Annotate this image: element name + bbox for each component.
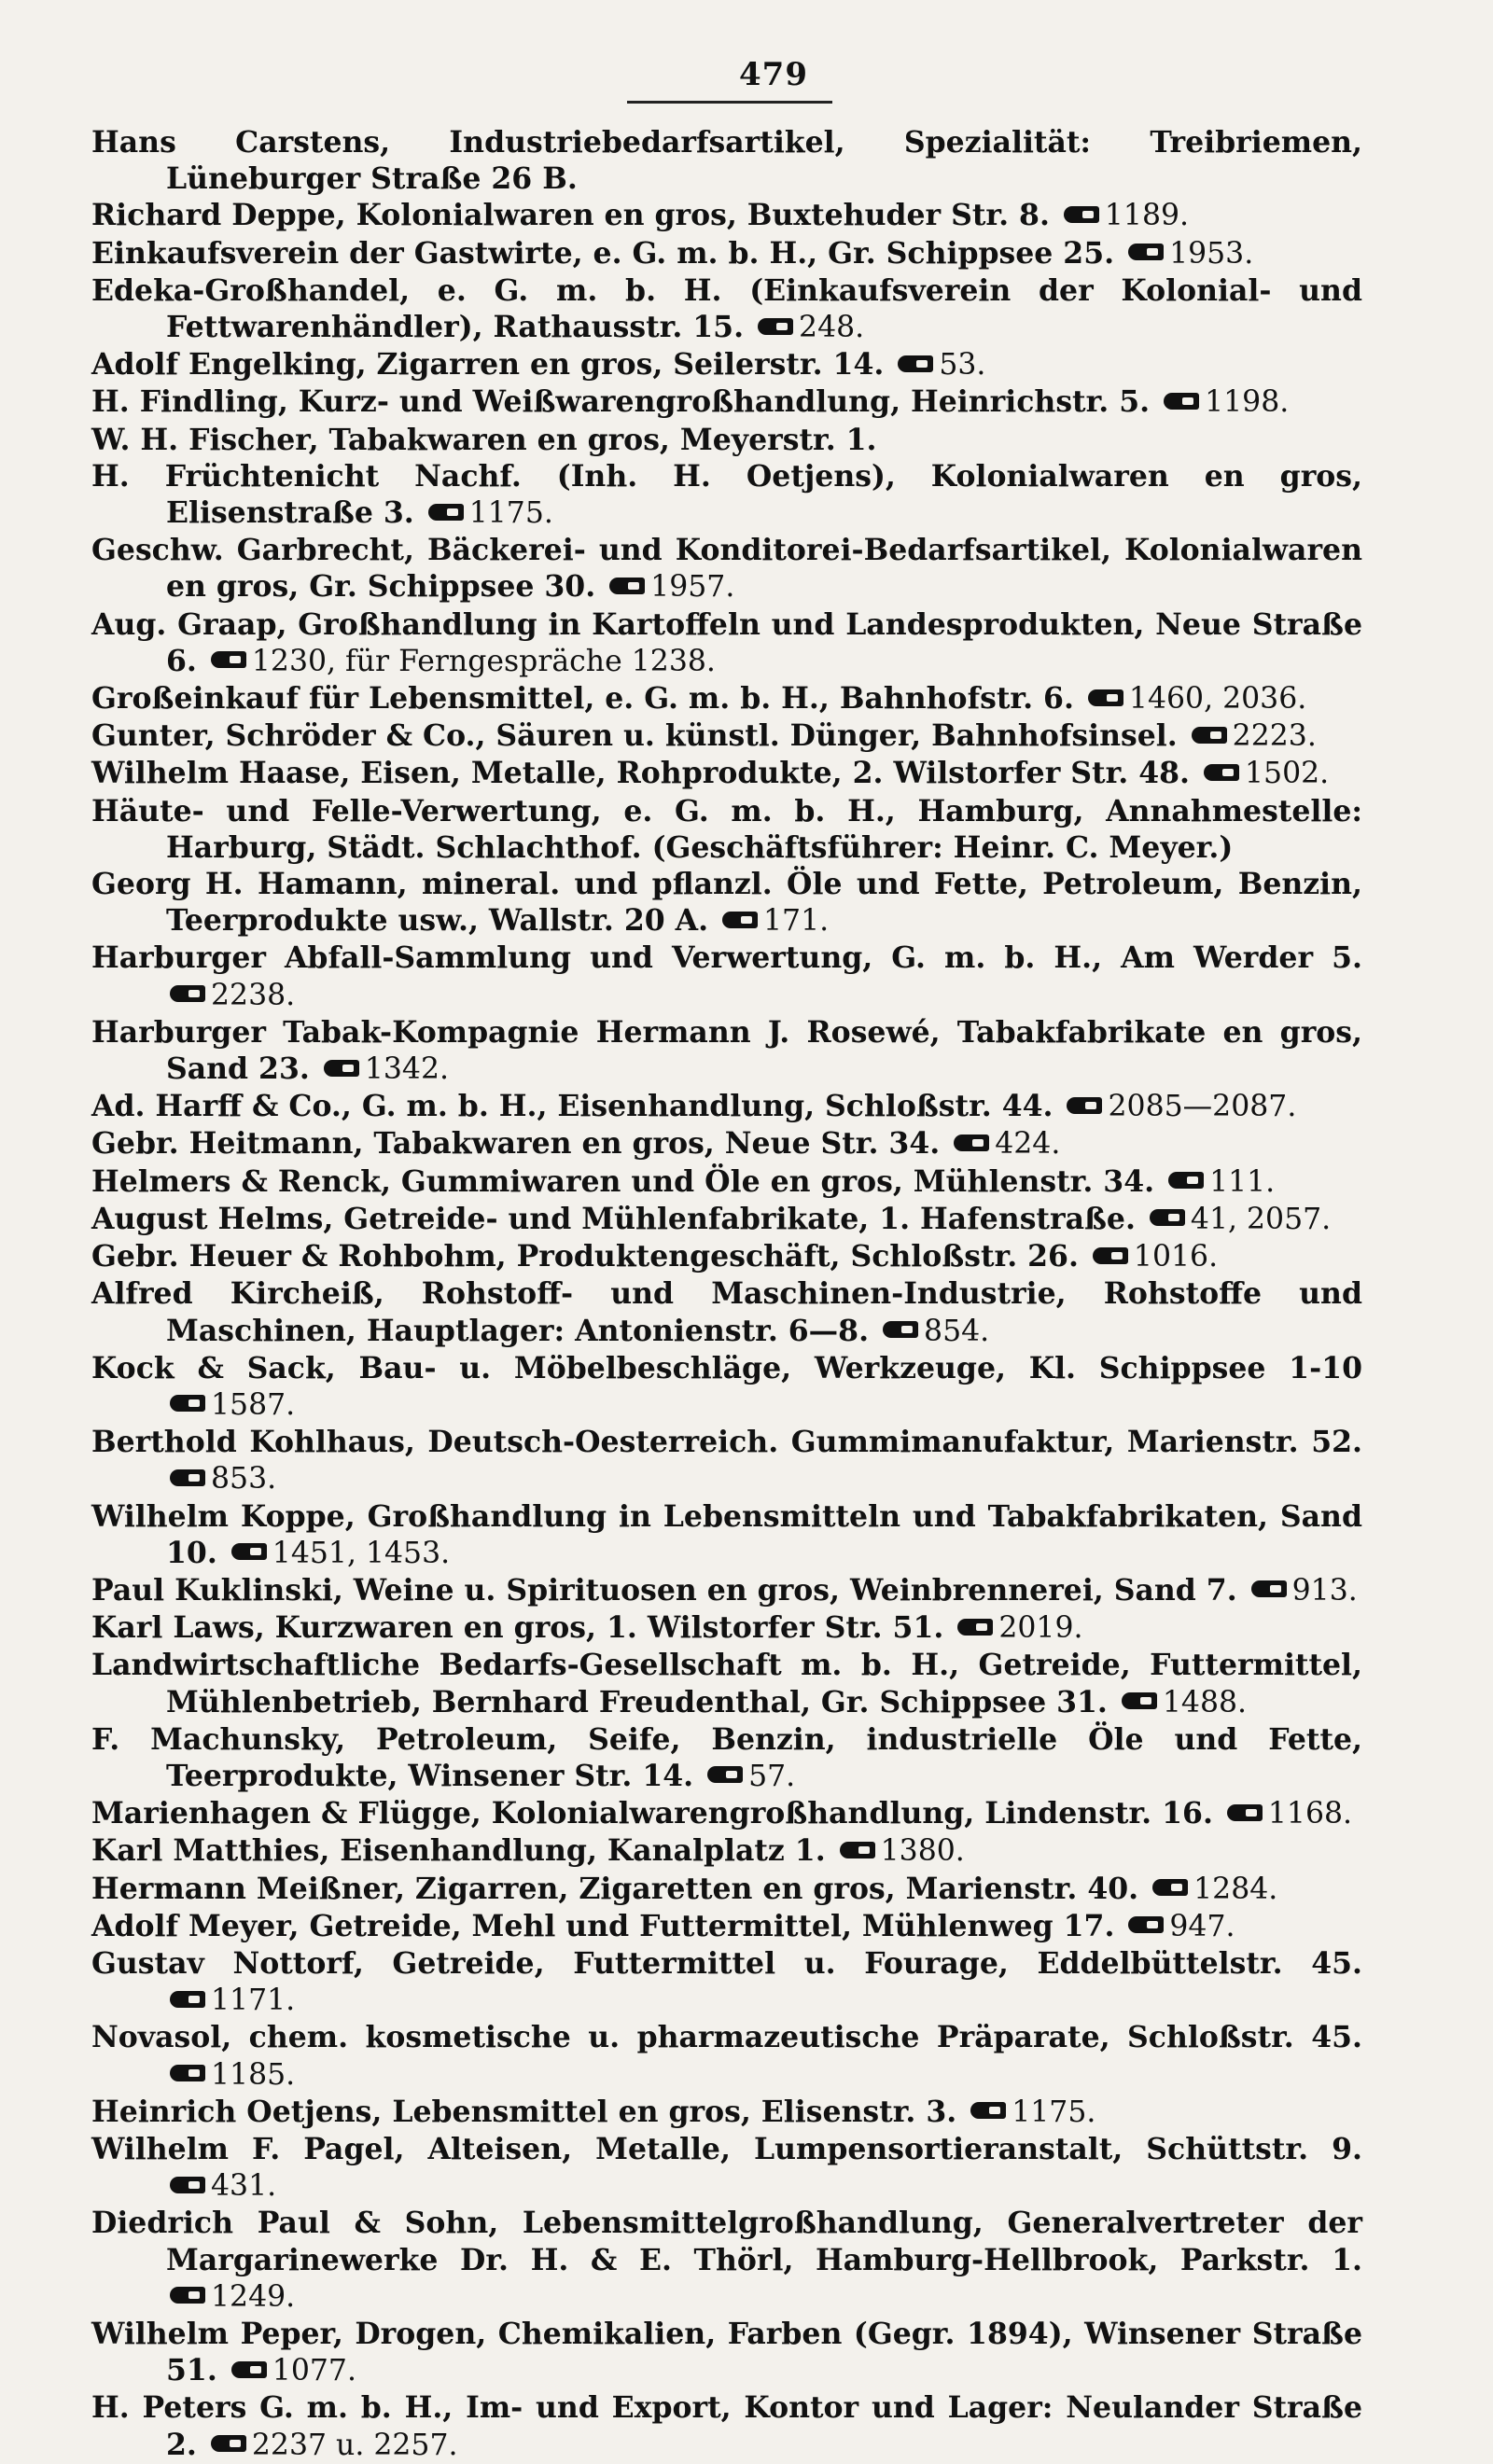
entry-phone: 1380. [880, 1834, 965, 1869]
entry-phone: 913. [1291, 1573, 1358, 1608]
phone-number-group [1084, 681, 1306, 716]
telephone-icon [1152, 1879, 1188, 1896]
entry-phone: 1168. [1267, 1797, 1353, 1831]
entry-phone: 2237 u. 2257. [251, 2428, 458, 2462]
entry-phone: 1953. [1169, 236, 1254, 271]
telephone-icon [1168, 1172, 1204, 1189]
directory-entry [91, 1498, 1362, 1572]
telephone-icon [170, 2177, 205, 2193]
phone-number-group [879, 1314, 989, 1348]
entry-text: Gebr. Heitmann, Tabakwaren en gros, Neue Str. 34. [91, 1126, 941, 1162]
entry-text: H. Peters G. m. b. H., Im- und Export, Kontor und Lager: Neulander Straße 2. [91, 2390, 1362, 2462]
entry-text: Gustav Nottorf, Getreide, Futtermittel u. Fourage, Eddelbüttelstr. 45. [91, 1945, 1362, 1981]
directory-entries [91, 124, 1362, 2464]
entry-phone: 2223. [1232, 719, 1317, 754]
telephone-icon [609, 578, 645, 594]
phone-number-group [207, 2428, 458, 2462]
phone-number-group [754, 310, 864, 344]
telephone-icon [1064, 206, 1099, 223]
directory-entry [91, 2094, 1362, 2131]
entry-text: Adolf Meyer, Getreide, Mehl und Futtermittel, Mühlenweg 17. [91, 1908, 1115, 1943]
directory-entry [91, 1832, 1362, 1870]
phone-number-group [704, 1759, 795, 1793]
telephone-icon [1128, 244, 1164, 260]
entry-text: H. Früchtenicht Nachf. (Inh. H. Oetjens), Kolonialwaren en gros, Elisenstraße 3. [91, 458, 1362, 531]
phone-number-group [1089, 1239, 1218, 1274]
directory-entry [91, 235, 1362, 272]
directory-entry [91, 1201, 1362, 1238]
phone-number-group [425, 495, 553, 530]
entry-text: Harburger Abfall-Sammlung und Verwertung, G. m. b. H., Am Werder 5. [91, 940, 1362, 976]
directory-entry [91, 1350, 1362, 1424]
directory-entry [91, 1238, 1362, 1275]
directory-entry [91, 793, 1362, 866]
entry-text: Kock & Sack, Bau- u. Möbelbeschläge, Werkzeuge, Kl. Schippsee 1-10 [91, 1350, 1362, 1385]
entry-text: Wilhelm F. Pagel, Alteisen, Metalle, Lumpensortieranstalt, Schüttstr. 9. [91, 2131, 1362, 2166]
entry-text: W. H. Fischer, Tabakwaren en gros, Meyerstr. 1. [91, 422, 877, 457]
entry-text: Hans Carstens, Industriebedarfsartikel, Spezialität: Treibriemen, Lüneburger Straße 26 B. [91, 125, 1362, 197]
telephone-icon [1128, 1916, 1164, 1933]
entry-text: Hermann Meißner, Zigarren, Zigaretten en gros, Marienstr. 40. [91, 1871, 1139, 1906]
telephone-icon [898, 355, 933, 372]
directory-entry [91, 2389, 1362, 2463]
directory-entry [91, 1163, 1362, 1201]
phone-number-group [1160, 384, 1289, 419]
entry-phone: 248. [799, 311, 865, 345]
entry-text: H. Findling, Kurz- und Weißwarengroßhandlung, Heinrichstr. 5. [91, 384, 1151, 420]
directory-entry [91, 1871, 1362, 1908]
entry-text: Geschw. Garbrecht, Bäckerei- und Konditorei-Bedarfsartikel, Kolonialwaren en gros, Gr. Schippsee 30. [91, 533, 1362, 605]
telephone-icon [970, 2102, 1006, 2119]
entry-phone: 2019. [998, 1611, 1083, 1646]
telephone-icon [1093, 1247, 1128, 1264]
phone-number-group [954, 1610, 1082, 1645]
telephone-icon [1204, 764, 1239, 781]
entry-text: Harburger Tabak-Kompagnie Hermann J. Rosewé, Tabakfabrikate en gros, Sand 23. [91, 1014, 1362, 1087]
entry-text: Ad. Harff & Co., G. m. b. H., Eisenhandlung, Schloßstr. 44. [91, 1089, 1053, 1124]
phone-number-group [894, 347, 985, 382]
phone-number-group [320, 1051, 449, 1086]
entry-text: Novasol, chem. kosmetische u. pharmazeutische Präparate, Schloßstr. 45. [91, 2020, 1362, 2055]
entry-phone: 1185. [211, 2057, 296, 2092]
phone-number-group [1223, 1796, 1352, 1831]
directory-entry [91, 2205, 1362, 2316]
telephone-icon [211, 2435, 246, 2452]
phone-number-group [166, 2279, 295, 2314]
phone-number-group [207, 644, 716, 678]
telephone-icon [1227, 1804, 1263, 1821]
directory-entry [91, 1275, 1362, 1349]
entry-text: Wilhelm Haase, Eisen, Metalle, Rohprodukte, 2. Wilstorfer Str. 48. [91, 756, 1191, 791]
phone-number-group [1188, 718, 1317, 753]
entry-phone: 854. [924, 1314, 990, 1348]
entry-text: August Helms, Getreide- und Mühlenfabrikate, 1. Hafenstraße. [91, 1201, 1136, 1236]
telephone-icon [1150, 1209, 1185, 1226]
entry-phone: 1957. [650, 570, 735, 605]
telephone-icon [231, 2361, 267, 2378]
phone-number-group [967, 2095, 1095, 2129]
entry-phone: 1077. [272, 2354, 356, 2388]
directory-entry [91, 755, 1362, 792]
page-number: 479 [739, 56, 808, 93]
phone-number-group [166, 978, 295, 1012]
phone-number-group [1063, 1089, 1296, 1123]
entry-phone: 2238. [211, 978, 296, 1012]
directory-entry [91, 422, 1362, 458]
directory-entry [91, 532, 1362, 606]
directory-entry [91, 124, 1362, 197]
entry-text: Wilhelm Koppe, Großhandlung in Lebensmitteln und Tabakfabrikaten, Sand 10. [91, 1498, 1362, 1570]
phone-number-group [166, 2057, 295, 2092]
entry-text: Landwirtschaftliche Bedarfs-Gesellschaft m. b. H., Getreide, Futtermittel, Mühlenbetrieb, Bernhard Freudenthal, Gr. Schippsee 31. [91, 1648, 1362, 1719]
telephone-icon [170, 2287, 205, 2304]
directory-entry [91, 1647, 1362, 1720]
entry-text: Helmers & Renck, Gummiwaren und Öle en gros, Mühlenstr. 34. [91, 1163, 1155, 1199]
phone-number-group [719, 903, 829, 938]
entry-phone: 853. [211, 1462, 277, 1496]
entry-text: Richard Deppe, Kolonialwaren en gros, Buxtehuder Str. 8. [91, 198, 1050, 233]
entry-text: Heinrich Oetjens, Lebensmittel en gros, Elisenstr. 3. [91, 2094, 957, 2129]
telephone-icon [954, 1135, 989, 1151]
directory-entry [91, 1088, 1362, 1125]
entry-phone: 1284. [1193, 1872, 1278, 1906]
directory-entry [91, 606, 1362, 680]
telephone-icon [428, 504, 464, 521]
entry-phone: 1249. [211, 2279, 296, 2314]
phone-number-group [166, 1387, 295, 1422]
directory-entry [91, 383, 1362, 421]
entry-text: Adolf Engelking, Zigarren en gros, Seilerstr. 14. [91, 347, 885, 383]
directory-entry [91, 2131, 1362, 2205]
directory-entry [91, 1609, 1362, 1647]
phone-number-group [950, 1126, 1060, 1161]
phone-number-group [228, 1536, 450, 1570]
directory-entry [91, 458, 1362, 532]
telephone-icon [170, 1991, 205, 2008]
entry-phone: 947. [1169, 1909, 1235, 1943]
phone-number-group [166, 1461, 276, 1496]
entry-phone: 1451, 1453. [272, 1536, 451, 1570]
phone-number-group [606, 569, 734, 604]
entry-text: Karl Matthies, Eisenhandlung, Kanalplatz 1. [91, 1833, 826, 1869]
telephone-icon [840, 1842, 875, 1858]
telephone-icon [1164, 393, 1199, 410]
telephone-icon [1122, 1692, 1157, 1709]
directory-entry [91, 2019, 1362, 2093]
directory-entry [91, 272, 1362, 346]
directory-entry [91, 940, 1362, 1013]
directory-entry [91, 346, 1362, 383]
phone-number-group [1248, 1573, 1358, 1608]
telephone-icon [324, 1060, 359, 1077]
phone-number-group [1149, 1872, 1277, 1906]
telephone-icon [707, 1766, 743, 1783]
directory-entry [91, 1572, 1362, 1609]
directory-entry [91, 2316, 1362, 2389]
phone-number-group [836, 1833, 965, 1868]
phone-number-group [166, 2168, 276, 2203]
entry-phone: 1460, 2036. [1128, 682, 1307, 717]
directory-entry [91, 1424, 1362, 1497]
entry-text: Diedrich Paul & Sohn, Lebensmittelgroßhandlung, Generalvertreter der Margarinewerke Dr. H. & E. Thörl, Hamburg-Hellbrook, Parkstr. 1. [91, 2206, 1362, 2277]
directory-entry [91, 1908, 1362, 1945]
phone-number-group [1200, 756, 1329, 790]
telephone-icon [231, 1543, 267, 1560]
telephone-icon [211, 651, 246, 668]
entry-phone: 2085—2087. [1108, 1090, 1297, 1124]
entry-phone: 171. [763, 904, 830, 939]
telephone-icon [1251, 1580, 1287, 1597]
entry-phone: 1488. [1162, 1685, 1248, 1719]
entry-text: Gebr. Heuer & Rohbohm, Produktengeschäft, Schloßstr. 26. [91, 1239, 1079, 1274]
phone-number-group [1165, 1164, 1275, 1199]
telephone-icon [170, 1395, 205, 1412]
telephone-icon [170, 985, 205, 1002]
entry-text: Häute- und Felle-Verwertung, e. G. m. b. H., Hamburg, Annahmestelle: Harburg, Städt. Schlachthof. (Geschäftsführer: Heinr. C. Meyer.) [91, 793, 1362, 865]
entry-phone: 41, 2057. [1190, 1202, 1332, 1236]
directory-entry [91, 1795, 1362, 1832]
entry-phone: 1171. [211, 1984, 296, 2018]
phone-number-group [1118, 1685, 1247, 1719]
entry-phone: 431. [211, 2169, 277, 2204]
directory-entry [91, 1945, 1362, 2019]
entry-phone: 57. [748, 1759, 796, 1793]
entry-text: Paul Kuklinski, Weine u. Spirituosen en gros, Weinbrennerei, Sand 7. [91, 1572, 1237, 1608]
entry-phone: 111. [1209, 1164, 1276, 1199]
entry-text: F. Machunsky, Petroleum, Seife, Benzin, industrielle Öle und Fette, Teerprodukte, Winsener Str. 14. [91, 1721, 1362, 1793]
entry-text: Einkaufsverein der Gastwirte, e. G. m. b. H., Gr. Schippsee 25. [91, 235, 1115, 271]
entry-text: Marienhagen & Flügge, Kolonialwarengroßhandlung, Lindenstr. 16. [91, 1796, 1213, 1831]
entry-phone: 1342. [364, 1052, 450, 1087]
entry-phone: 1587. [211, 1387, 296, 1422]
entry-text: Georg H. Hamann, mineral. und pflanzl. Öle und Fette, Petroleum, Benzin, Teerprodukte usw., Wallstr. 20 A. [91, 867, 1362, 939]
entry-text: Edeka-Großhandel, e. G. m. b. H. (Einkaufsverein der Kolonial- und Fettwarenhändler), Rathausstr. 15. [91, 272, 1362, 345]
entry-text: Berthold Kohlhaus, Deutsch-Oesterreich. Gummimanufaktur, Marienstr. 52. [91, 1425, 1362, 1460]
entry-text: Großeinkauf für Lebensmittel, e. G. m. b. H., Bahnhofstr. 6. [91, 681, 1074, 717]
phone-number-group [1124, 1909, 1235, 1943]
phone-number-group [1060, 198, 1189, 232]
telephone-icon [722, 912, 758, 928]
entry-phone: 53. [939, 348, 986, 383]
telephone-icon [170, 1469, 205, 1486]
telephone-icon [1088, 689, 1123, 706]
entry-phone: 1189. [1104, 199, 1190, 233]
telephone-icon [1067, 1097, 1102, 1114]
entry-phone: 424. [995, 1127, 1061, 1162]
entry-phone: 1198. [1205, 385, 1290, 420]
telephone-icon [170, 2065, 205, 2081]
phone-number-group [166, 1983, 295, 2017]
directory-entry [91, 197, 1362, 234]
telephone-icon [1192, 727, 1227, 744]
directory-entry [91, 1721, 1362, 1795]
entry-phone: 1502. [1244, 757, 1330, 791]
entry-phone: 1230, für Ferngespräche 1238. [251, 644, 716, 678]
entry-text: Wilhelm Peper, Drogen, Chemikalien, Farben (Gegr. 1894), Winsener Straße 51. [91, 2316, 1362, 2388]
entry-phone: 1016. [1133, 1240, 1219, 1274]
page-number-rule [627, 101, 832, 104]
entry-text: Gunter, Schröder & Co., Säuren u. künstl. Dünger, Bahnhofsinsel. [91, 718, 1178, 754]
telephone-icon [957, 1619, 993, 1636]
phone-number-group [228, 2353, 356, 2387]
directory-entry [91, 717, 1362, 755]
telephone-icon [758, 318, 793, 335]
entry-text: Alfred Kircheiß, Rohstoff- und Maschinen-Industrie, Rohstoffe und Maschinen, Hauptlager: Antonienstr. 6—8. [91, 1276, 1362, 1348]
entry-phone: 1175. [1012, 2095, 1096, 2129]
entry-text: Aug. Graap, Großhandlung in Kartoffeln und Landesprodukten, Neue Straße 6. [91, 606, 1362, 678]
directory-entry [91, 866, 1362, 940]
telephone-icon [883, 1321, 918, 1338]
entry-text: Karl Laws, Kurzwaren en gros, 1. Wilstorfer Str. 51. [91, 1610, 944, 1646]
phone-number-group [1146, 1202, 1331, 1236]
directory-entry [91, 1125, 1362, 1162]
directory-entry [91, 680, 1362, 717]
directory-entry [91, 1014, 1362, 1088]
phone-number-group [1124, 236, 1253, 271]
entry-phone: 1175. [468, 496, 553, 531]
